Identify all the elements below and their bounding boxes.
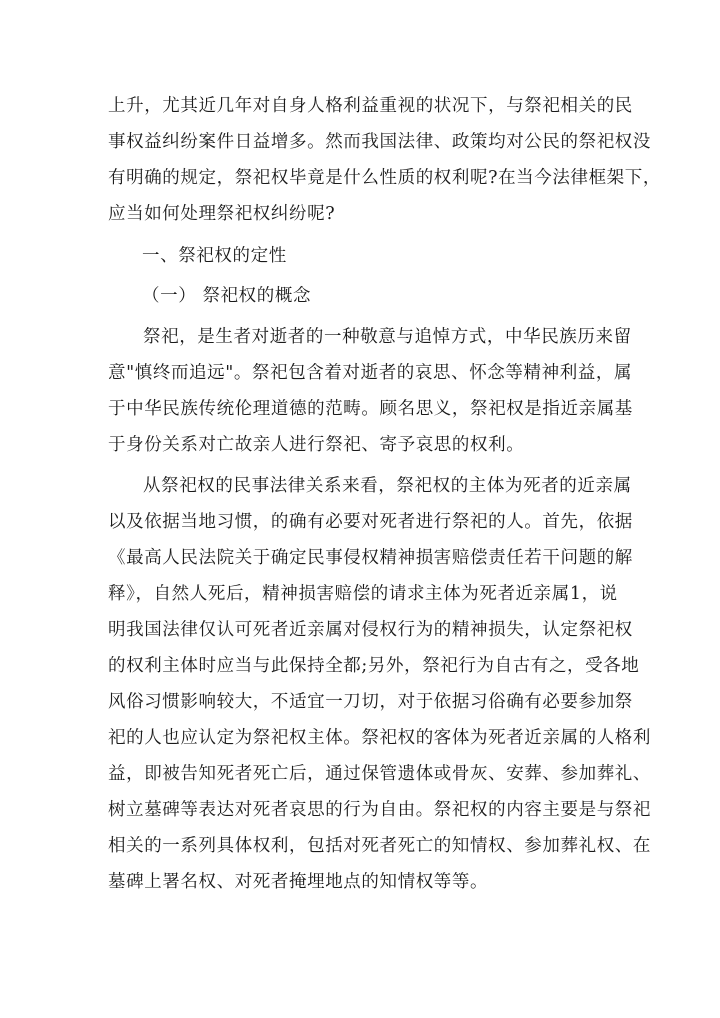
paragraph-line: 于中华民族传统伦理道德的范畴。顾名思义，祭祀权是指近亲属基 <box>108 399 633 419</box>
paragraph-line: 祀的人也应认定为祭祀权主体。祭祀权的客体为死者近亲属的人格利 <box>108 728 651 748</box>
paragraph-line: 树立墓碑等表达对死者哀思的行为自由。祭祀权的内容主要是与祭祀 <box>108 800 651 820</box>
paragraph-line: 祭祀，是生者对逝者的一种敬意与追悼方式，中华民族历来留 <box>143 327 632 347</box>
intro-line: 有明确的规定，祭祀权毕竟是什么性质的权利呢?在当今法律框架下， <box>108 168 661 188</box>
paragraph-line: 于身份关系对亡故亲人进行祭祀、寄予哀思的权利。 <box>108 435 525 455</box>
paragraph-line: 意"慎终而追远"。祭祀包含着对逝者的哀思、怀念等精神利益，属 <box>108 363 633 383</box>
intro-line: 上升，尤其近几年对自身人格利益重视的状况下，与祭祀相关的民 <box>108 96 633 116</box>
intro-line: 应当如何处理祭祀权纠纷呢? <box>108 204 336 224</box>
paragraph-line: 相关的一系列具体权利，包括对死者死亡的知情权、参加葬礼权、在 <box>108 836 651 856</box>
paragraph-line: 《最高人民法院关于确定民事侵权精神损害赔偿责任若干问题的解 <box>108 548 633 568</box>
paragraph-line: 明我国法律仅认可死者近亲属对侵权行为的精神损失，认定祭祀权 <box>108 620 633 640</box>
paragraph-line: 释》，自然人死后，精神损害赔偿的请求主体为死者近亲属1，说 <box>108 584 618 604</box>
paragraph-line: 益，即被告知死者死亡后，通过保管遗体或骨灰、安葬、参加葬礼、 <box>108 764 651 784</box>
paragraph-line: 的权利主体时应当与此保持全都;另外，祭祀行为自古有之，受各地 <box>108 656 640 676</box>
subsection-heading: （一） 祭祀权的概念 <box>142 286 312 306</box>
paragraph-line: 从祭祀权的民事法律关系来看，祭祀权的主体为死者的近亲属 <box>143 476 632 496</box>
paragraph-line: 风俗习惯影响较大，不适宜一刀切，对于依据习俗确有必要参加祭 <box>108 692 633 712</box>
paragraph-line: 以及依据当地习惯，的确有必要对死者进行祭祀的人。首先，依据 <box>108 512 633 532</box>
section-heading: 一、祭祀权的定性 <box>142 246 287 266</box>
intro-line: 事权益纠纷案件日益增多。然而我国法律、政策均对公民的祭祀权没 <box>108 132 651 152</box>
paragraph-line: 墓碑上署名权、对死者掩埋地点的知情权等等。 <box>108 872 489 892</box>
